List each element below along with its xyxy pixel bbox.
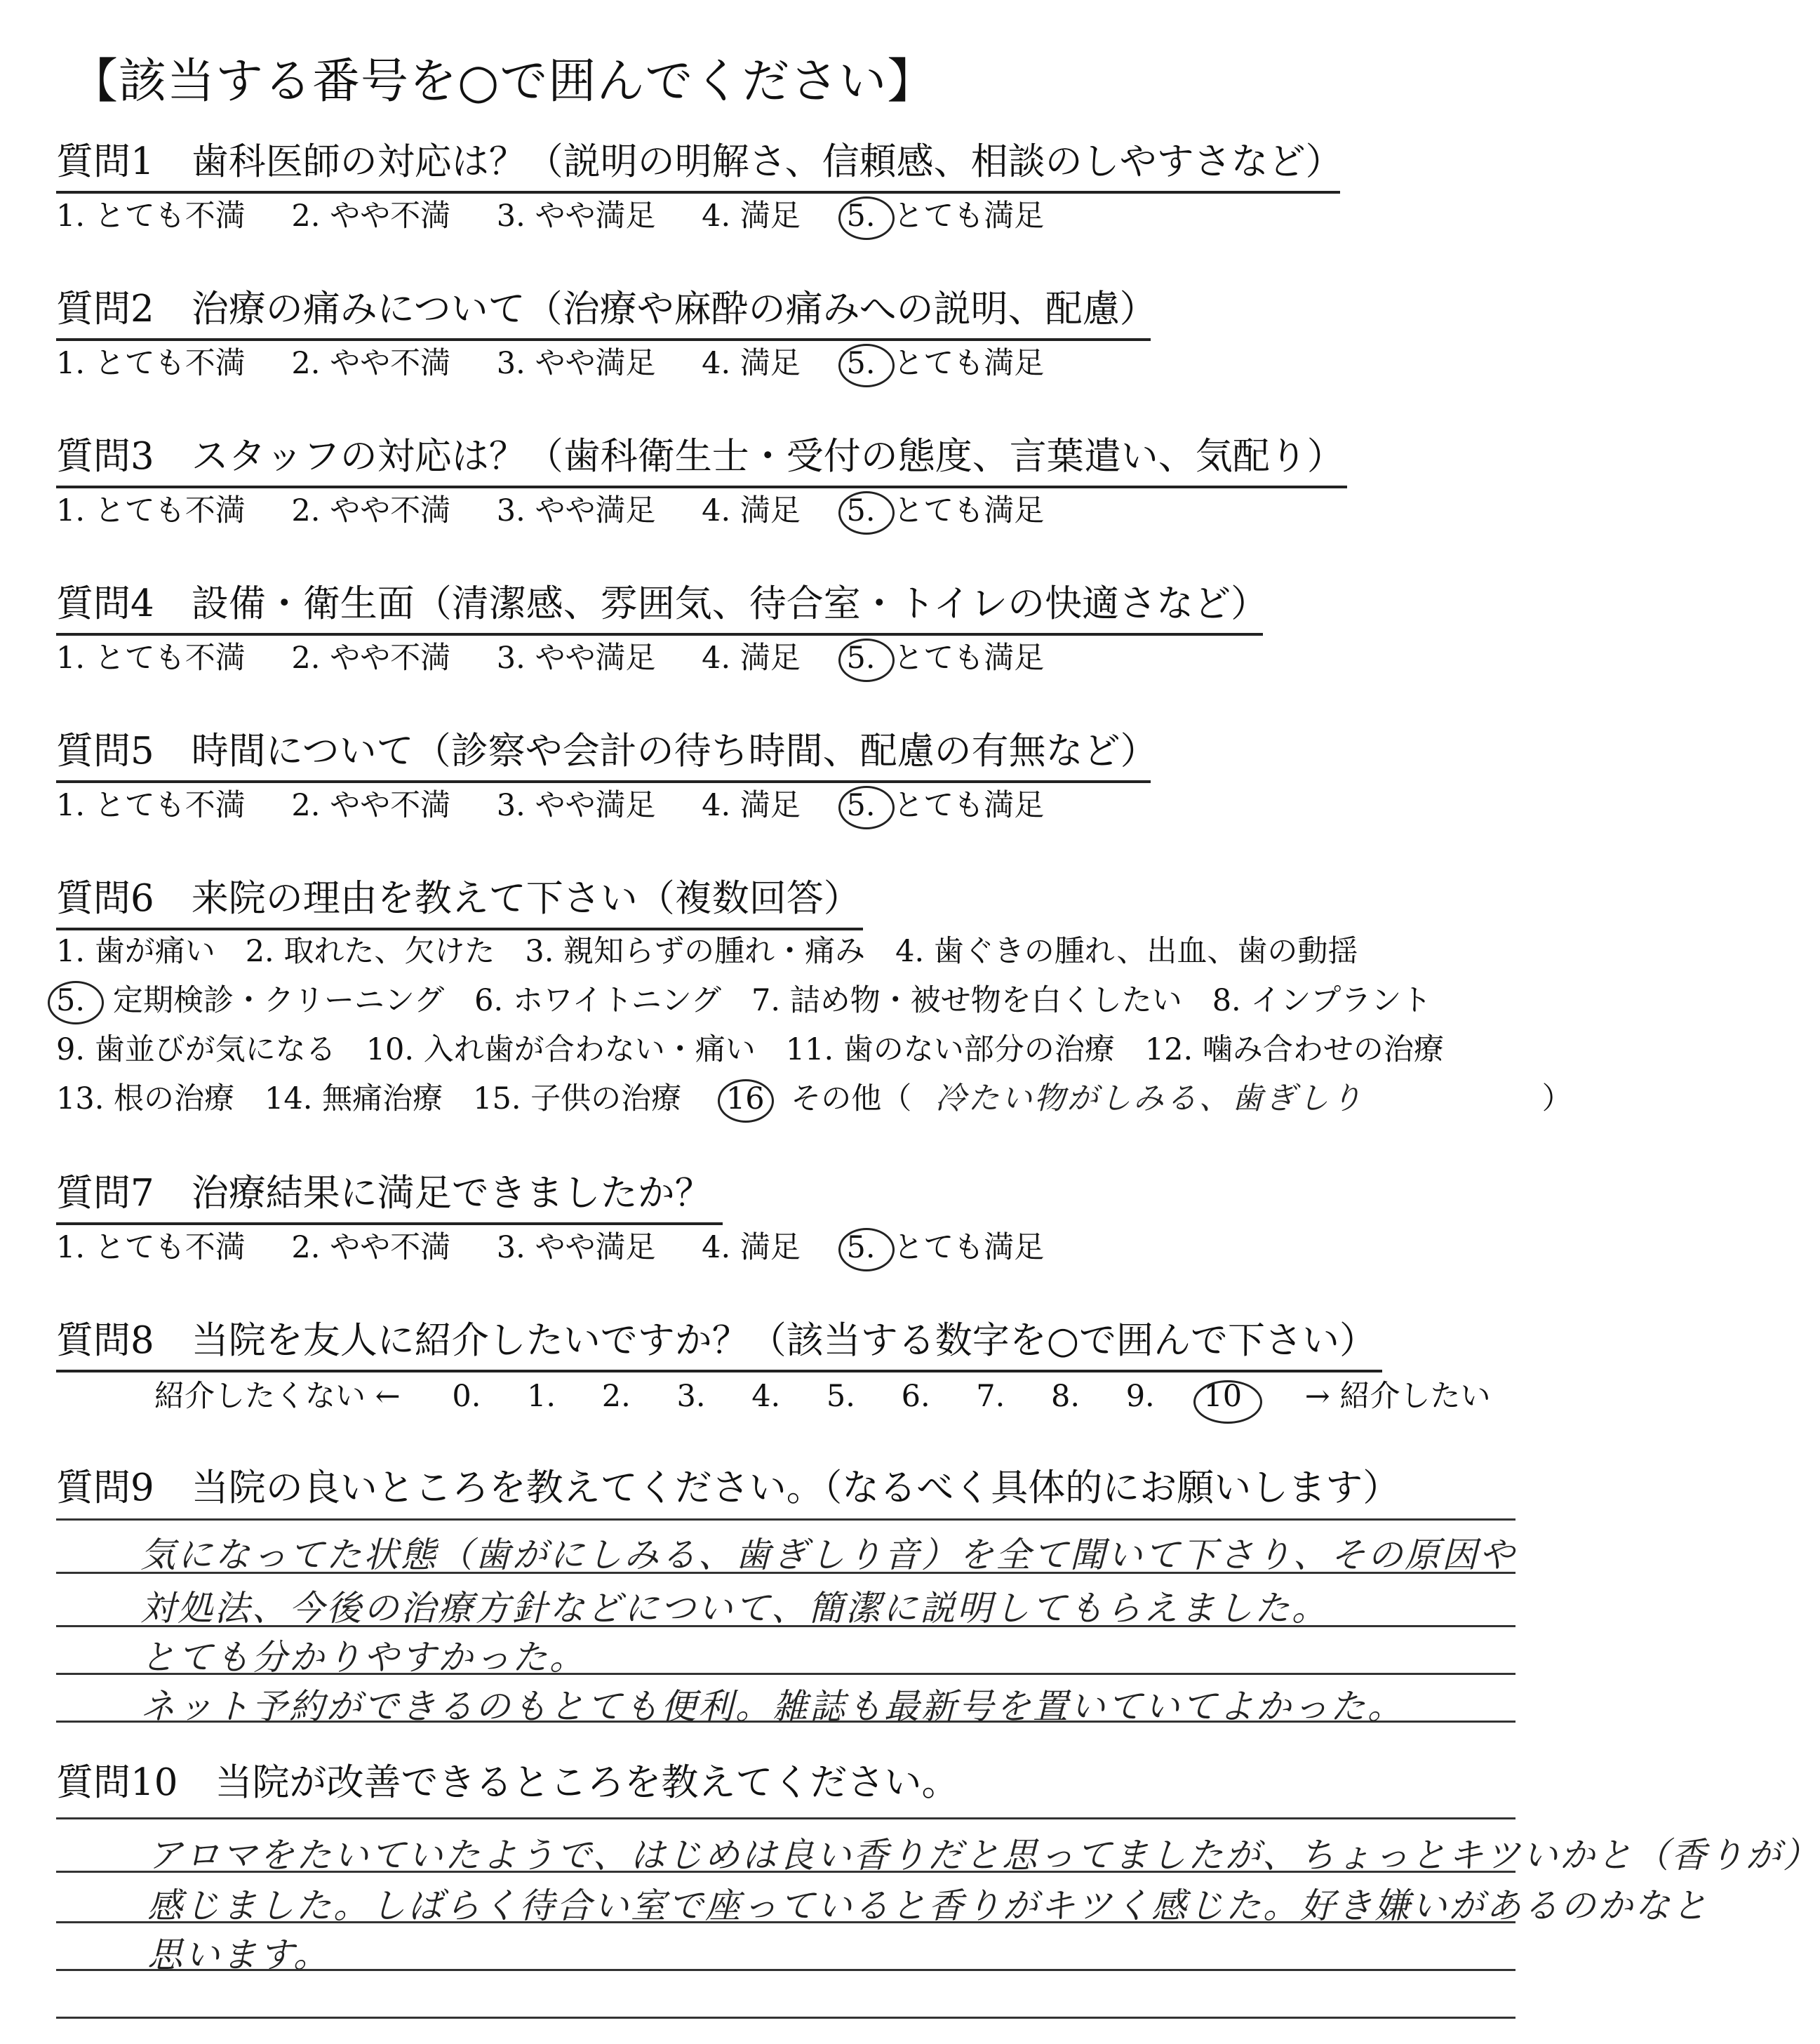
question-1-title: 質問1 歯科医師の対応は？（説明の明解さ、信頼感、相談のしやすさなど）: [56, 138, 1340, 194]
question-4-title: 質問4 設備・衛生面（清潔感、雰囲気、待合室・トイレの快適さなど）: [56, 580, 1263, 636]
option-3[interactable]: 3. やや満足: [496, 199, 656, 234]
option-2[interactable]: 2. やや不満: [291, 346, 451, 381]
scale-10-selected[interactable]: 10: [1203, 1379, 1243, 1414]
other-handwritten-answer[interactable]: 冷たい物がしみる、歯ぎしり: [935, 1081, 1364, 1116]
option-5-selected[interactable]: [847, 637, 876, 679]
option-5-label: とても満足: [893, 346, 1045, 381]
option-4[interactable]: 4. 満足: [702, 346, 801, 381]
option-text: 定期検診・クリーニング 6. ホワイトニング 7. 詰め物・被せ物を白くしたい 8. インプラント: [113, 983, 1432, 1018]
scale-3[interactable]: 3.: [676, 1379, 706, 1414]
question-5-options: [56, 784, 1080, 827]
question-2-options: [56, 342, 1080, 385]
scale-9[interactable]: 9.: [1125, 1379, 1155, 1414]
question-9-title: 質問9 当院の良いところを教えてください。（なるべく具体的にお願いします）: [56, 1467, 1400, 1509]
q10-answer-line-3[interactable]: 思います。: [147, 1935, 330, 1975]
question-5-title: 質問5 時間について（診察や会計の待ち時間、配慮の有無など）: [56, 727, 1151, 783]
selected-circle: 5.: [847, 1227, 876, 1269]
selected-circle[interactable]: 5.: [56, 980, 85, 1022]
question-6-title: 質問6 来院の理由を教えて下さい（複数回答）: [56, 874, 863, 930]
option-5-selected[interactable]: [847, 1227, 876, 1269]
option-3[interactable]: 3. やや満足: [496, 641, 656, 676]
scale-5[interactable]: 5.: [826, 1379, 855, 1414]
option-5-label: とても満足: [893, 199, 1045, 234]
option-1[interactable]: 1. とても不満: [56, 346, 246, 381]
option-5-label: とても満足: [893, 641, 1045, 676]
other-label: その他（: [791, 1081, 912, 1116]
q10-answer-line-2[interactable]: 感じました。しばらく待合い室で座っていると香りがキツく感じた。好き嫌いがあるのかなと: [147, 1885, 1709, 1926]
option-4[interactable]: 4. 満足: [702, 1230, 801, 1265]
selected-circle: 5.: [847, 490, 876, 532]
q9-answer-line-3[interactable]: とても分かりやすかった。: [140, 1637, 587, 1678]
option-2[interactable]: 2. やや不満: [291, 641, 451, 676]
question-6-options-line-1: 1. 歯が痛い 2. 取れた、欠けた 3. 親知らずの腫れ・痛み 4. 歯ぐきの腫れ、出血、歯の動揺: [56, 934, 1358, 969]
question-1-options: [56, 195, 1080, 237]
question-4-options: [56, 637, 1080, 679]
option-3[interactable]: 3. やや満足: [496, 346, 656, 381]
scale-4[interactable]: 4.: [751, 1379, 781, 1414]
scale-2[interactable]: 2.: [601, 1379, 631, 1414]
option-1[interactable]: 1. とても不満: [56, 199, 246, 234]
option-4[interactable]: 4. 満足: [702, 641, 801, 676]
question-10-title: 質問10 当院が改善できるところを教えてください。: [56, 1761, 959, 1804]
scale-0[interactable]: 0.: [452, 1379, 481, 1414]
answer-rule: [56, 1518, 1515, 1521]
scale-1[interactable]: 1.: [527, 1379, 556, 1414]
scale-8[interactable]: 8.: [1051, 1379, 1080, 1414]
question-3-title: 質問3 スタッフの対応は？（歯科衛生士・受付の態度、言葉遣い、気配り）: [56, 432, 1347, 488]
question-6-options-line-2: [56, 980, 1431, 1022]
question-8-scale: [154, 1372, 1491, 1415]
answer-rule: [56, 1817, 1515, 1819]
q10-answer-line-1[interactable]: アロマをたいていたようで、はじめは良い香りだと思ってましたが、ちょっとキツいかと（香りが）: [147, 1835, 1820, 1876]
option-2[interactable]: 2. やや不満: [291, 1230, 451, 1265]
selected-circle: 5.: [847, 342, 876, 385]
option-4[interactable]: 4. 満足: [702, 493, 801, 528]
q9-answer-line-4[interactable]: ネット予約ができるのもとても便利。雑誌も最新号を置いていてよかった。: [140, 1686, 1405, 1727]
question-3-options: [56, 490, 1080, 532]
question-8-title: 質問8 当院を友人に紹介したいですか？（該当する数字を○で囲んで下さい）: [56, 1316, 1382, 1372]
option-5-label: とても満足: [893, 493, 1045, 528]
option-4[interactable]: 4. 満足: [702, 199, 801, 234]
question-6-options-line-4: [56, 1078, 1572, 1120]
question-2-title: 質問2 治療の痛みについて（治療や麻酔の痛みへの説明、配慮）: [56, 285, 1151, 341]
selected-circle: 5.: [847, 195, 876, 237]
option-3[interactable]: 3. やや満足: [496, 1230, 656, 1265]
selected-circle: 5.: [847, 784, 876, 827]
question-6-options-line-3: 9. 歯並びが気になる 10. 入れ歯が合わない・痛い 11. 歯のない部分の治療 12. 噛み合わせの治療: [56, 1032, 1444, 1067]
scale-7[interactable]: 7.: [976, 1379, 1005, 1414]
option-5-selected[interactable]: [847, 342, 876, 385]
option-1[interactable]: 1. とても不満: [56, 788, 246, 823]
option-3[interactable]: 3. やや満足: [496, 788, 656, 823]
instruction-heading: 【該当する番号を○で囲んでください】: [70, 54, 936, 109]
option-5-selected[interactable]: [847, 490, 876, 532]
q9-answer-line-2[interactable]: 対処法、今後の治療方針などについて、簡潔に説明してもらえました。: [140, 1588, 1329, 1629]
scale-left-label: 紹介したくない ←: [154, 1379, 401, 1414]
answer-rule: [56, 2017, 1515, 2019]
option-text: 13. 根の治療 14. 無痛治療 15. 子供の治療: [56, 1081, 682, 1116]
option-4[interactable]: 4. 満足: [702, 788, 801, 823]
question-7-title: 質問7 治療結果に満足できましたか？: [56, 1169, 723, 1225]
option-2[interactable]: 2. やや不満: [291, 199, 451, 234]
q9-answer-line-1[interactable]: 気になってた状態（歯がにしみる、歯ぎしり音）を全て聞いて下さり、その原因や: [140, 1535, 1516, 1575]
selected-circle: 5.: [847, 637, 876, 679]
option-3[interactable]: 3. やや満足: [496, 493, 656, 528]
option-1[interactable]: 1. とても不満: [56, 1230, 246, 1265]
other-close-paren: ）: [1541, 1081, 1572, 1116]
option-2[interactable]: 2. やや不満: [291, 788, 451, 823]
option-1[interactable]: 1. とても不満: [56, 641, 246, 676]
scale-right-label: → 紹介したい: [1304, 1379, 1491, 1414]
option-5-selected[interactable]: [847, 784, 876, 827]
question-7-options: [56, 1227, 1080, 1269]
selected-circle[interactable]: 16: [726, 1078, 765, 1120]
scale-6[interactable]: 6.: [901, 1379, 930, 1414]
option-1[interactable]: 1. とても不満: [56, 493, 246, 528]
option-2[interactable]: 2. やや不満: [291, 493, 451, 528]
option-5-label: とても満足: [893, 788, 1045, 823]
option-5-label: とても満足: [893, 1230, 1045, 1265]
option-5-selected[interactable]: [847, 195, 876, 237]
